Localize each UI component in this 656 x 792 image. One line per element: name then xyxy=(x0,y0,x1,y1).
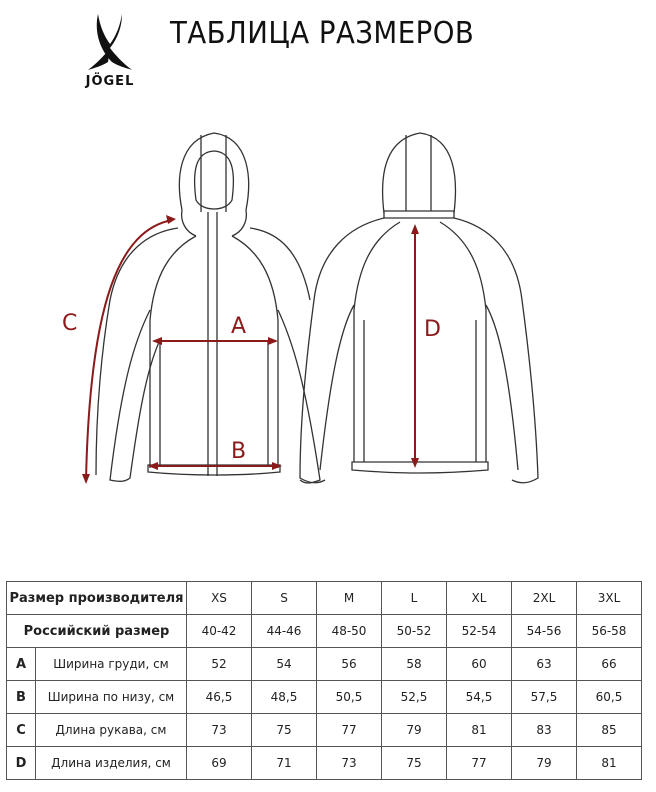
value-cell: 73 xyxy=(187,714,252,747)
russian-size-cell: 50-52 xyxy=(382,615,447,648)
value-cell: 83 xyxy=(512,714,577,747)
value-cell: 81 xyxy=(577,747,642,780)
russian-size-cell: 52-54 xyxy=(447,615,512,648)
table-row-length xyxy=(7,747,642,780)
value-cell: 75 xyxy=(382,747,447,780)
table-row-russian-size xyxy=(7,615,642,648)
value-cell: 58 xyxy=(382,648,447,681)
size-cell: S xyxy=(252,582,317,615)
value-cell: 46,5 xyxy=(187,681,252,714)
russian-size-cell: 54-56 xyxy=(512,615,577,648)
value-cell: 69 xyxy=(187,747,252,780)
row-label: Длина рукава, см xyxy=(36,714,187,747)
label-c: C xyxy=(62,311,78,336)
size-table xyxy=(6,581,642,780)
value-cell: 79 xyxy=(512,747,577,780)
value-cell: 50,5 xyxy=(317,681,382,714)
brand-logo xyxy=(60,8,160,90)
row-letter: D xyxy=(7,747,36,780)
value-cell: 77 xyxy=(447,747,512,780)
brand-name: JÖGEL xyxy=(85,74,135,89)
value-cell: 52 xyxy=(187,648,252,681)
row-letter: C xyxy=(7,714,36,747)
russian-size-cell: 40-42 xyxy=(187,615,252,648)
row-label: Ширина груди, см xyxy=(36,648,187,681)
value-cell: 48,5 xyxy=(252,681,317,714)
table-row-manufacturer-size xyxy=(7,582,642,615)
value-cell: 54 xyxy=(252,648,317,681)
value-cell: 66 xyxy=(577,648,642,681)
row-letter: A xyxy=(7,648,36,681)
label-a: A xyxy=(231,314,247,339)
row-letter: B xyxy=(7,681,36,714)
value-cell: 57,5 xyxy=(512,681,577,714)
size-cell: L xyxy=(382,582,447,615)
russian-size-cell: 44-46 xyxy=(252,615,317,648)
russian-size-cell: 56-58 xyxy=(577,615,642,648)
value-cell: 60 xyxy=(447,648,512,681)
size-cell: 3XL xyxy=(577,582,642,615)
value-cell: 85 xyxy=(577,714,642,747)
row-label: Ширина по низу, см xyxy=(36,681,187,714)
jogel-emblem-icon xyxy=(78,10,142,72)
size-cell: XL xyxy=(447,582,512,615)
jacket-illustration xyxy=(0,120,656,500)
table-row-hem xyxy=(7,681,642,714)
row-label: Длина изделия, см xyxy=(36,747,187,780)
label-b: B xyxy=(231,439,247,464)
value-cell: 56 xyxy=(317,648,382,681)
value-cell: 81 xyxy=(447,714,512,747)
value-cell: 52,5 xyxy=(382,681,447,714)
value-cell: 73 xyxy=(317,747,382,780)
value-cell: 63 xyxy=(512,648,577,681)
value-cell: 71 xyxy=(252,747,317,780)
page-title: ТАБЛИЦА РАЗМЕРОВ xyxy=(170,16,475,51)
size-cell: 2XL xyxy=(512,582,577,615)
label-d: D xyxy=(424,317,441,342)
value-cell: 54,5 xyxy=(447,681,512,714)
value-cell: 77 xyxy=(317,714,382,747)
size-cell: XS xyxy=(187,582,252,615)
header-russian-size: Российский размер xyxy=(7,615,187,648)
table-row-chest xyxy=(7,648,642,681)
russian-size-cell: 48-50 xyxy=(317,615,382,648)
table-row-sleeve xyxy=(7,714,642,747)
value-cell: 75 xyxy=(252,714,317,747)
size-cell: M xyxy=(317,582,382,615)
value-cell: 79 xyxy=(382,714,447,747)
header-manufacturer-size: Размер производителя xyxy=(7,582,187,615)
value-cell: 60,5 xyxy=(577,681,642,714)
